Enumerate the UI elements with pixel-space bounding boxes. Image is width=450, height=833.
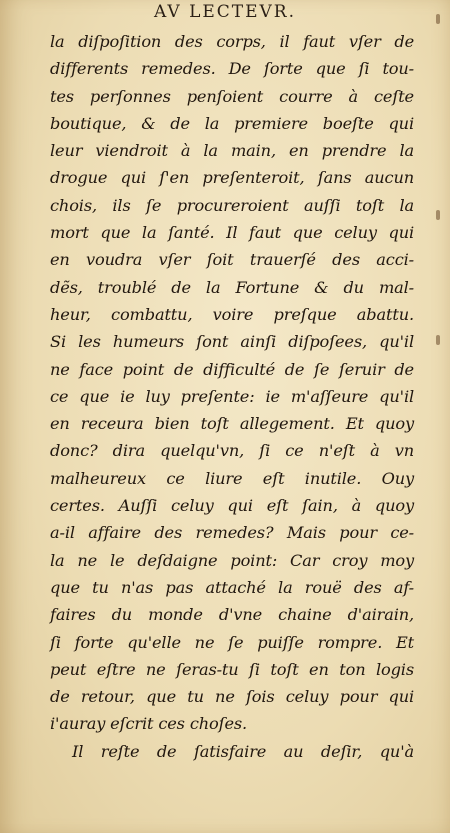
- text-line: Si les humeurs ſont ainſi diſpoſees, qu'il: [50, 332, 414, 352]
- text-line: leur viendroit à la main, en prendre la: [50, 141, 414, 161]
- text-line: mort que la ſanté. Il faut que celuy qui: [50, 223, 414, 243]
- text-line: differents remedes. De ſorte que ſi tou-: [50, 59, 414, 79]
- text-line: ce que ie luy preſente: ie m'aſſeure qu'il: [50, 386, 414, 406]
- text-line: faires du monde d'vne chaine d'airain,: [50, 605, 414, 625]
- text-line: i'auray eſcrit ces choſes.: [50, 714, 248, 734]
- text-line: de retour, que tu ne ſois celuy pour qui: [50, 687, 414, 707]
- text-line: donc? dira quelqu'vn, ſi ce n'eſt à vn: [50, 441, 414, 461]
- text-line: dẽs, troublé de la Fortune & du mal-: [50, 277, 414, 297]
- ink-smudge: [436, 335, 440, 345]
- text-line: peut eſtre ne ſeras-tu ſi toſt en ton logis: [50, 659, 414, 679]
- text-line: ſi forte qu'elle ne ſe puiſſe rompre. Et: [50, 632, 414, 652]
- ink-smudge: [436, 210, 440, 220]
- text-line: la ne le deſdaigne point: Car croy moy: [50, 550, 414, 570]
- text-line: certes. Auſſi celuy qui eſt ſain, à quoy: [50, 496, 414, 516]
- text-line: en receura bien toſt allegement. Et quoy: [50, 414, 414, 434]
- text-line: ne face point de difficulté de ſe ſeruir de: [50, 359, 414, 379]
- text-line: malheureux ce liure eſt inutile. Ouy: [50, 468, 414, 488]
- text-line: la diſpoſition des corps, il faut vſer de: [50, 32, 414, 51]
- text-line: heur, combattu, voire preſque abattu.: [50, 304, 414, 324]
- text-line: en voudra vſer ſoit trauerſé des acci-: [50, 250, 414, 270]
- text-line: chois, ils ſe procureroient auſſi toſt la: [50, 195, 414, 215]
- text-line: Il reſte de ſatisfaire au deſir, qu'à: [72, 741, 414, 761]
- text-line: boutique, & de la premiere boeſte qui: [50, 113, 414, 133]
- body-text: [50, 28, 414, 765]
- text-line: drogue qui ſ'en preſenteroit, ſans aucun: [50, 168, 414, 188]
- ink-smudge: [436, 14, 440, 24]
- running-head: AV LECTEVR.: [153, 2, 297, 22]
- text-line: tes perſonnes penſoient courre à ceſte: [50, 86, 414, 106]
- text-line: a-il affaire des remedes? Mais pour ce-: [50, 523, 414, 543]
- text-line: que tu n'as pas attaché la rouë des af-: [50, 577, 414, 597]
